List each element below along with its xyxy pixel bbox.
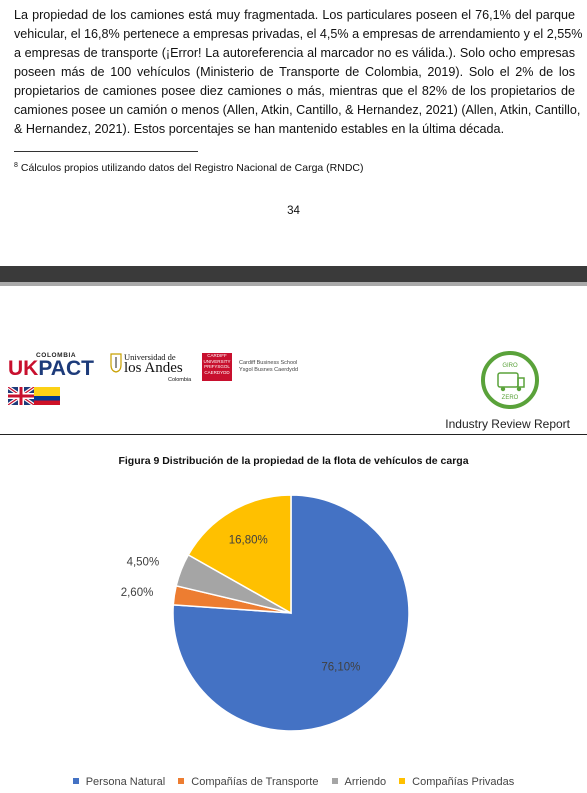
pie-data-label: 16,80%	[228, 534, 268, 547]
ukpact-uk: UK	[8, 357, 39, 380]
ukpact-wordmark	[8, 357, 94, 380]
footnote-marker: 8	[14, 162, 18, 169]
colombia-flag-icon	[34, 387, 60, 405]
uniandes-line1: Universidad de	[124, 352, 176, 362]
ukpact-colombia-label: COLOMBIA	[36, 352, 77, 359]
pie-data-label: 2,60%	[120, 587, 154, 600]
cardiff-crest-line: UNIVERSITY	[203, 358, 231, 364]
ukpact-logo	[8, 352, 94, 380]
legend-label: Compañías Privadas	[412, 776, 515, 788]
report-title: Industry Review Report	[445, 417, 570, 431]
legend-swatch	[332, 778, 338, 784]
cardiff-line1: Cardiff Business School	[239, 360, 298, 366]
legend-swatch	[399, 778, 405, 784]
cardiff-crest-line: CAERDYDD	[204, 369, 230, 375]
uniandes-line2: los Andes	[124, 360, 183, 376]
figure-title: Figura 9 Distribución de la propiedad de la flota de vehículos de carga	[118, 455, 469, 467]
legend-label: Persona Natural	[85, 776, 166, 788]
flags-icon	[8, 387, 60, 405]
pie-data-label: 76,10%	[321, 661, 361, 674]
body-line: vehicular, el 16,8% pertenece a empresas privadas, el 4,5% a empresas de arrendamiento y el 2,55%	[14, 27, 583, 41]
cardiff-crest-line: PRIFYSGOL	[204, 364, 230, 370]
body-line: poseen más de 100 vehículos (Ministerio de Transporte de Colombia, 2019). Solo el 2% de los	[14, 65, 575, 79]
giro-bottom-text: ZERO	[501, 395, 519, 401]
body-line: camiones posee un camión o menos (Allen, Atkin, Cantillo, & Hernandez, 2021) (Allen, Atkin, Cantillo,	[14, 103, 581, 117]
body-paragraph	[14, 6, 583, 139]
cardiff-crest	[202, 353, 232, 381]
chart-legend	[0, 776, 587, 788]
footnote-separator	[14, 151, 198, 152]
legend-label: Compañías de Transporte	[191, 776, 319, 788]
giro-zero-logo-icon	[480, 350, 540, 410]
body-line: propietarios de camiones posee diez camiones o más, mientras que el 82% de los propietarios de	[14, 84, 575, 98]
body-line: La propiedad de los camiones está muy fragmentada. Los particulares poseen el 76,1% del parque	[14, 8, 575, 22]
legend-item	[399, 776, 514, 788]
cardiff-crest-line: CARDIFF	[207, 353, 227, 358]
footnote	[14, 162, 363, 174]
giro-top-text: GIRO	[502, 363, 518, 369]
legend-item	[178, 776, 318, 788]
legend-swatch	[178, 778, 184, 784]
legend-label: Arriendo	[344, 776, 387, 788]
pie-data-label: 4,50%	[126, 556, 160, 569]
body-line: a empresas de transporte (¡Error! La autoreferencia al marcador no es válida.). Solo ocho empresas	[14, 46, 575, 60]
uniandes-line3: Colombia	[168, 377, 192, 383]
header-rule	[0, 434, 587, 435]
cardiff-line2: Ysgol Busnes Caerdydd	[239, 367, 299, 373]
legend-item	[73, 776, 166, 788]
page-separator-shadow	[0, 282, 587, 286]
body-line: & Hernandez, 2021). Estos porcentajes se han mantenido estables en la última década.	[14, 122, 505, 136]
page-separator-band	[0, 266, 587, 282]
ukpact-pact: PACT	[38, 357, 94, 380]
page-number: 34	[287, 205, 300, 217]
uk-flag-icon	[8, 387, 34, 405]
uniandes-shield-icon	[110, 353, 122, 373]
legend-item	[332, 776, 387, 788]
pie-chart	[0, 470, 587, 770]
legend-swatch	[73, 778, 79, 784]
footnote-text: Cálculos propios utilizando datos del Registro Nacional de Carga (RNDC)	[20, 162, 364, 174]
